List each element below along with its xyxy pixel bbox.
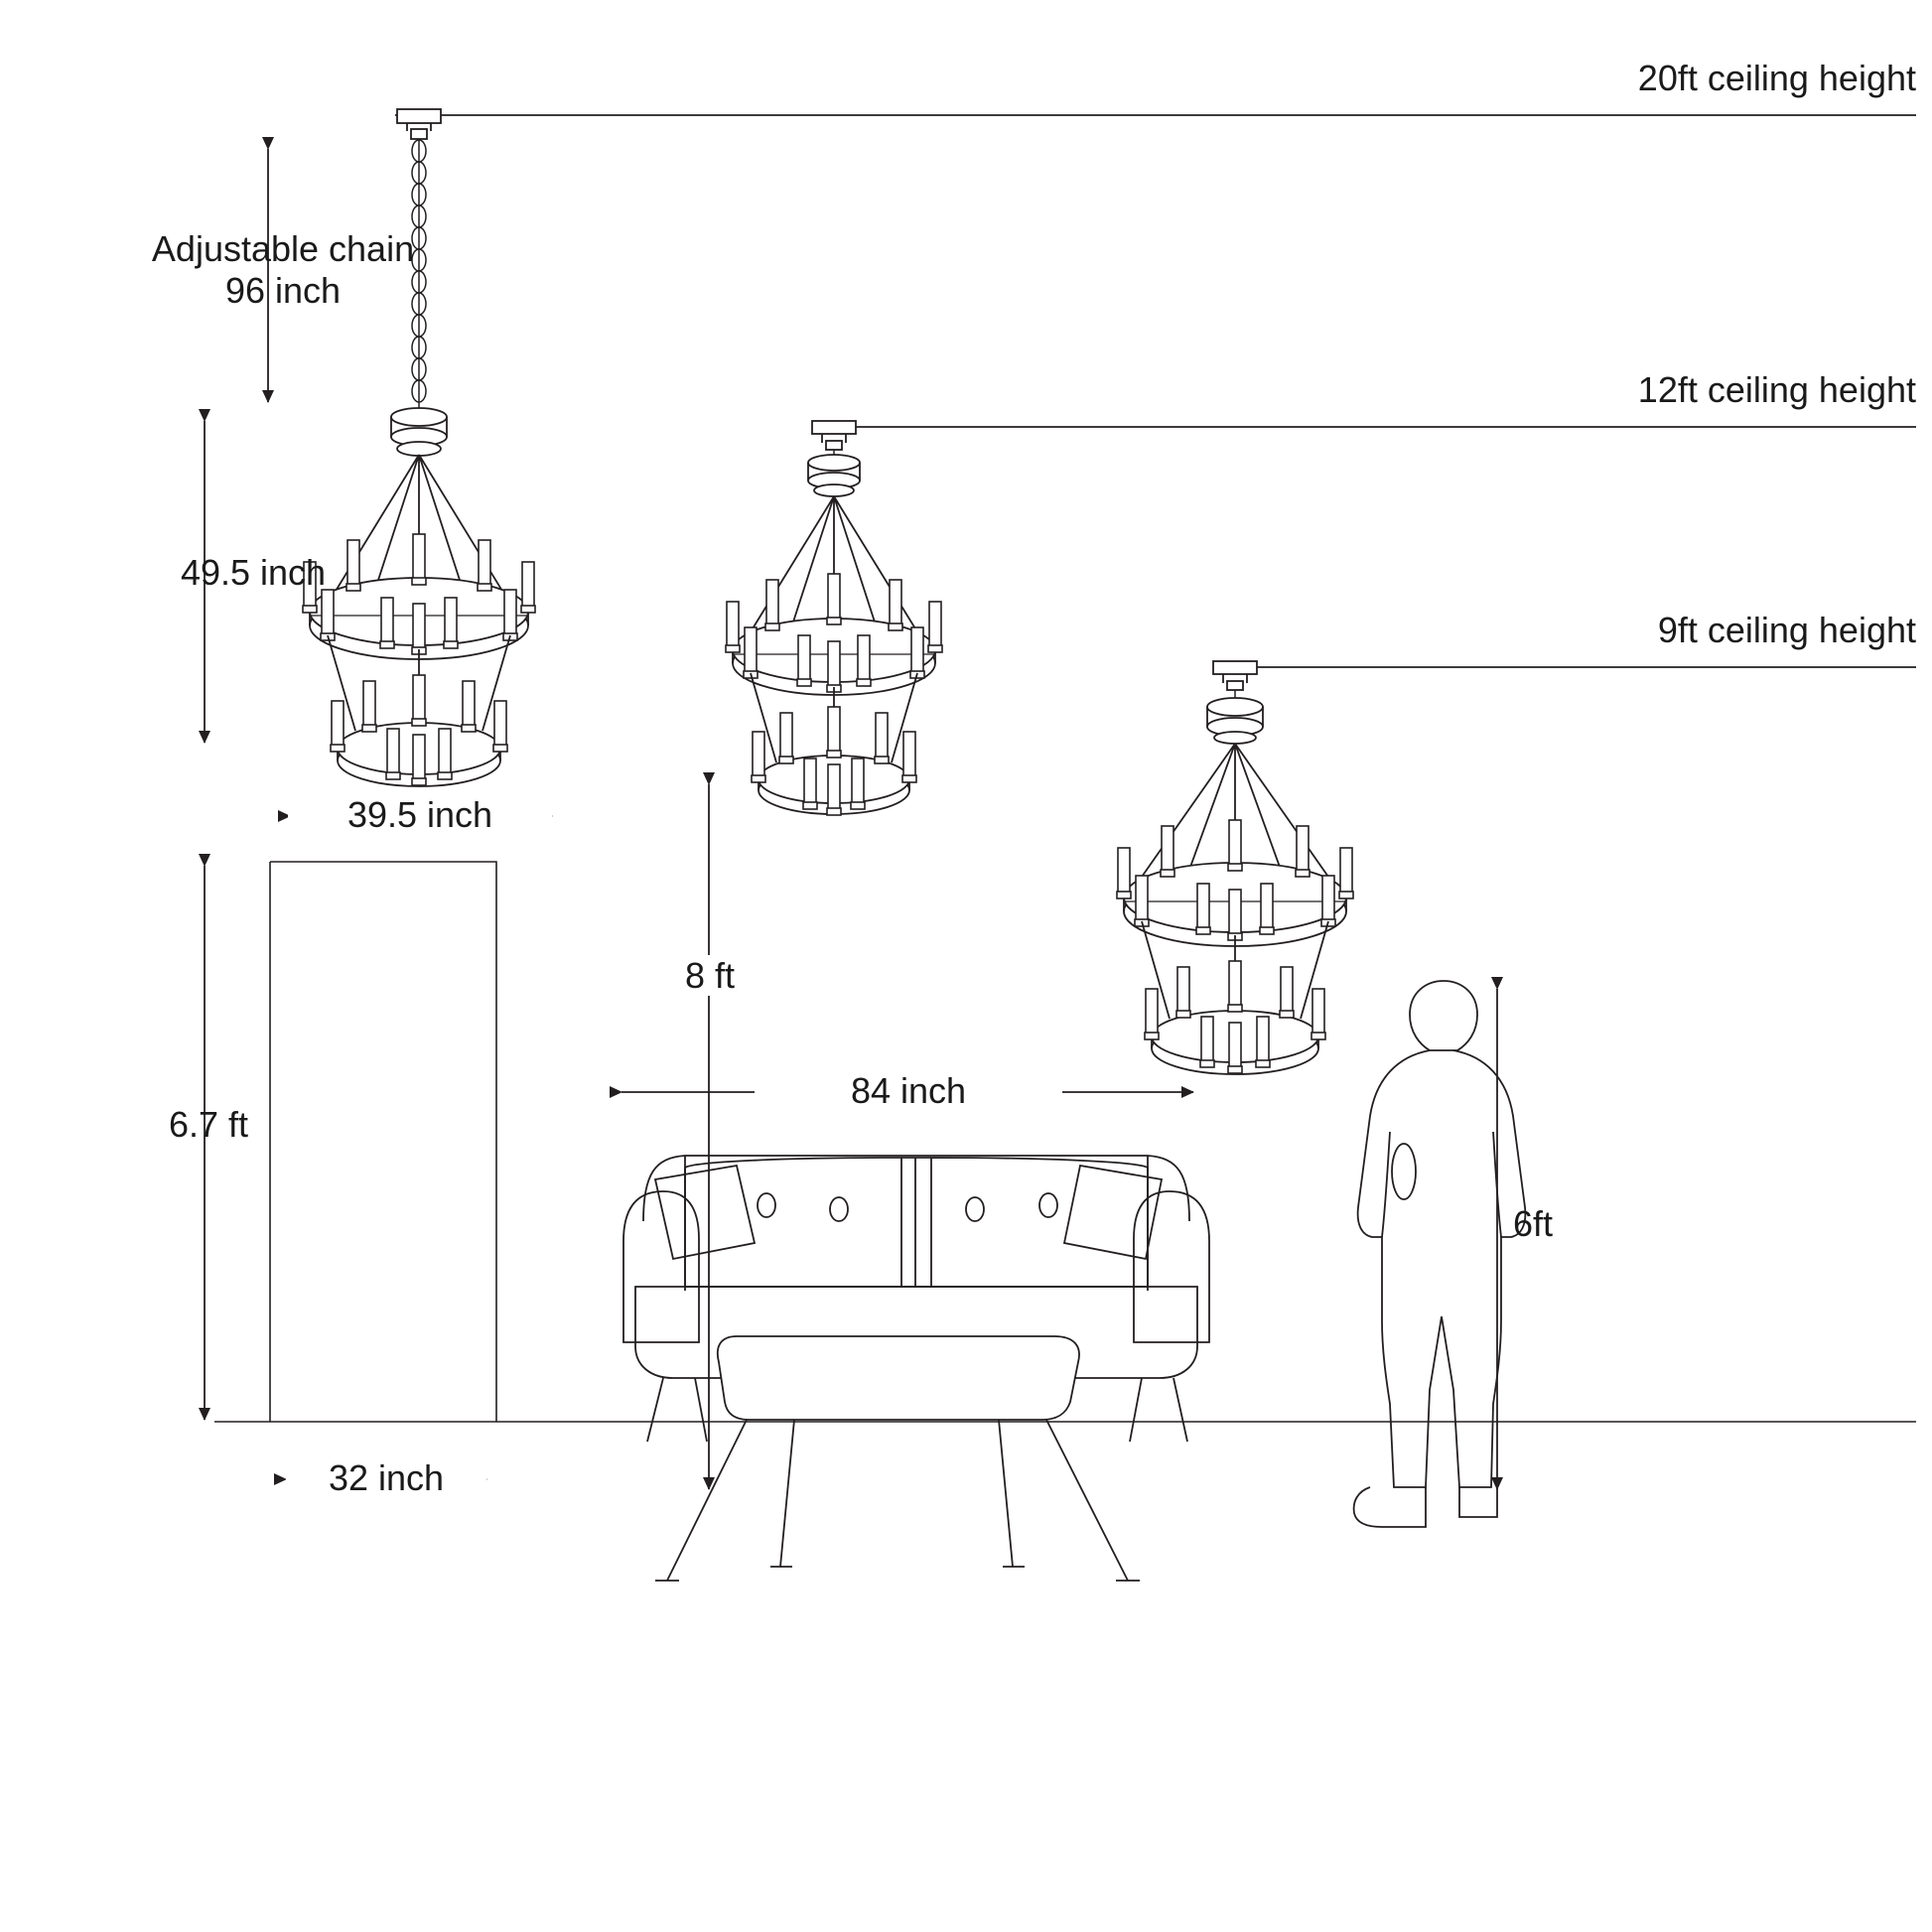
label-fixture-height: 49.5 inch — [180, 552, 327, 593]
person-silhouette — [1354, 981, 1526, 1527]
label-ceiling-12ft: 12ft ceiling height — [1637, 369, 1916, 410]
label-ceiling-20ft: 20ft ceiling height — [1637, 58, 1916, 98]
label-adjustable-chain-line1: Adjustable chain — [151, 228, 415, 269]
label-adjustable-chain-line2: 96 inch — [224, 270, 342, 311]
label-fixture-width: 39.5 inch — [288, 794, 552, 835]
chandelier-9ft — [1117, 661, 1353, 1074]
coffee-table — [655, 1336, 1140, 1581]
label-person-height: 6ft — [1513, 1203, 1554, 1244]
label-door-height: 6.7 ft — [168, 1104, 249, 1145]
label-door-width: 32 inch — [286, 1457, 486, 1498]
chandelier-12ft — [726, 421, 942, 815]
label-hang-height: 8 ft — [616, 955, 804, 996]
chandelier-20ft — [303, 109, 535, 786]
label-sofa-width: 84 inch — [755, 1070, 1062, 1111]
doorway-outline — [270, 862, 496, 1422]
label-ceiling-9ft: 9ft ceiling height — [1657, 610, 1916, 650]
